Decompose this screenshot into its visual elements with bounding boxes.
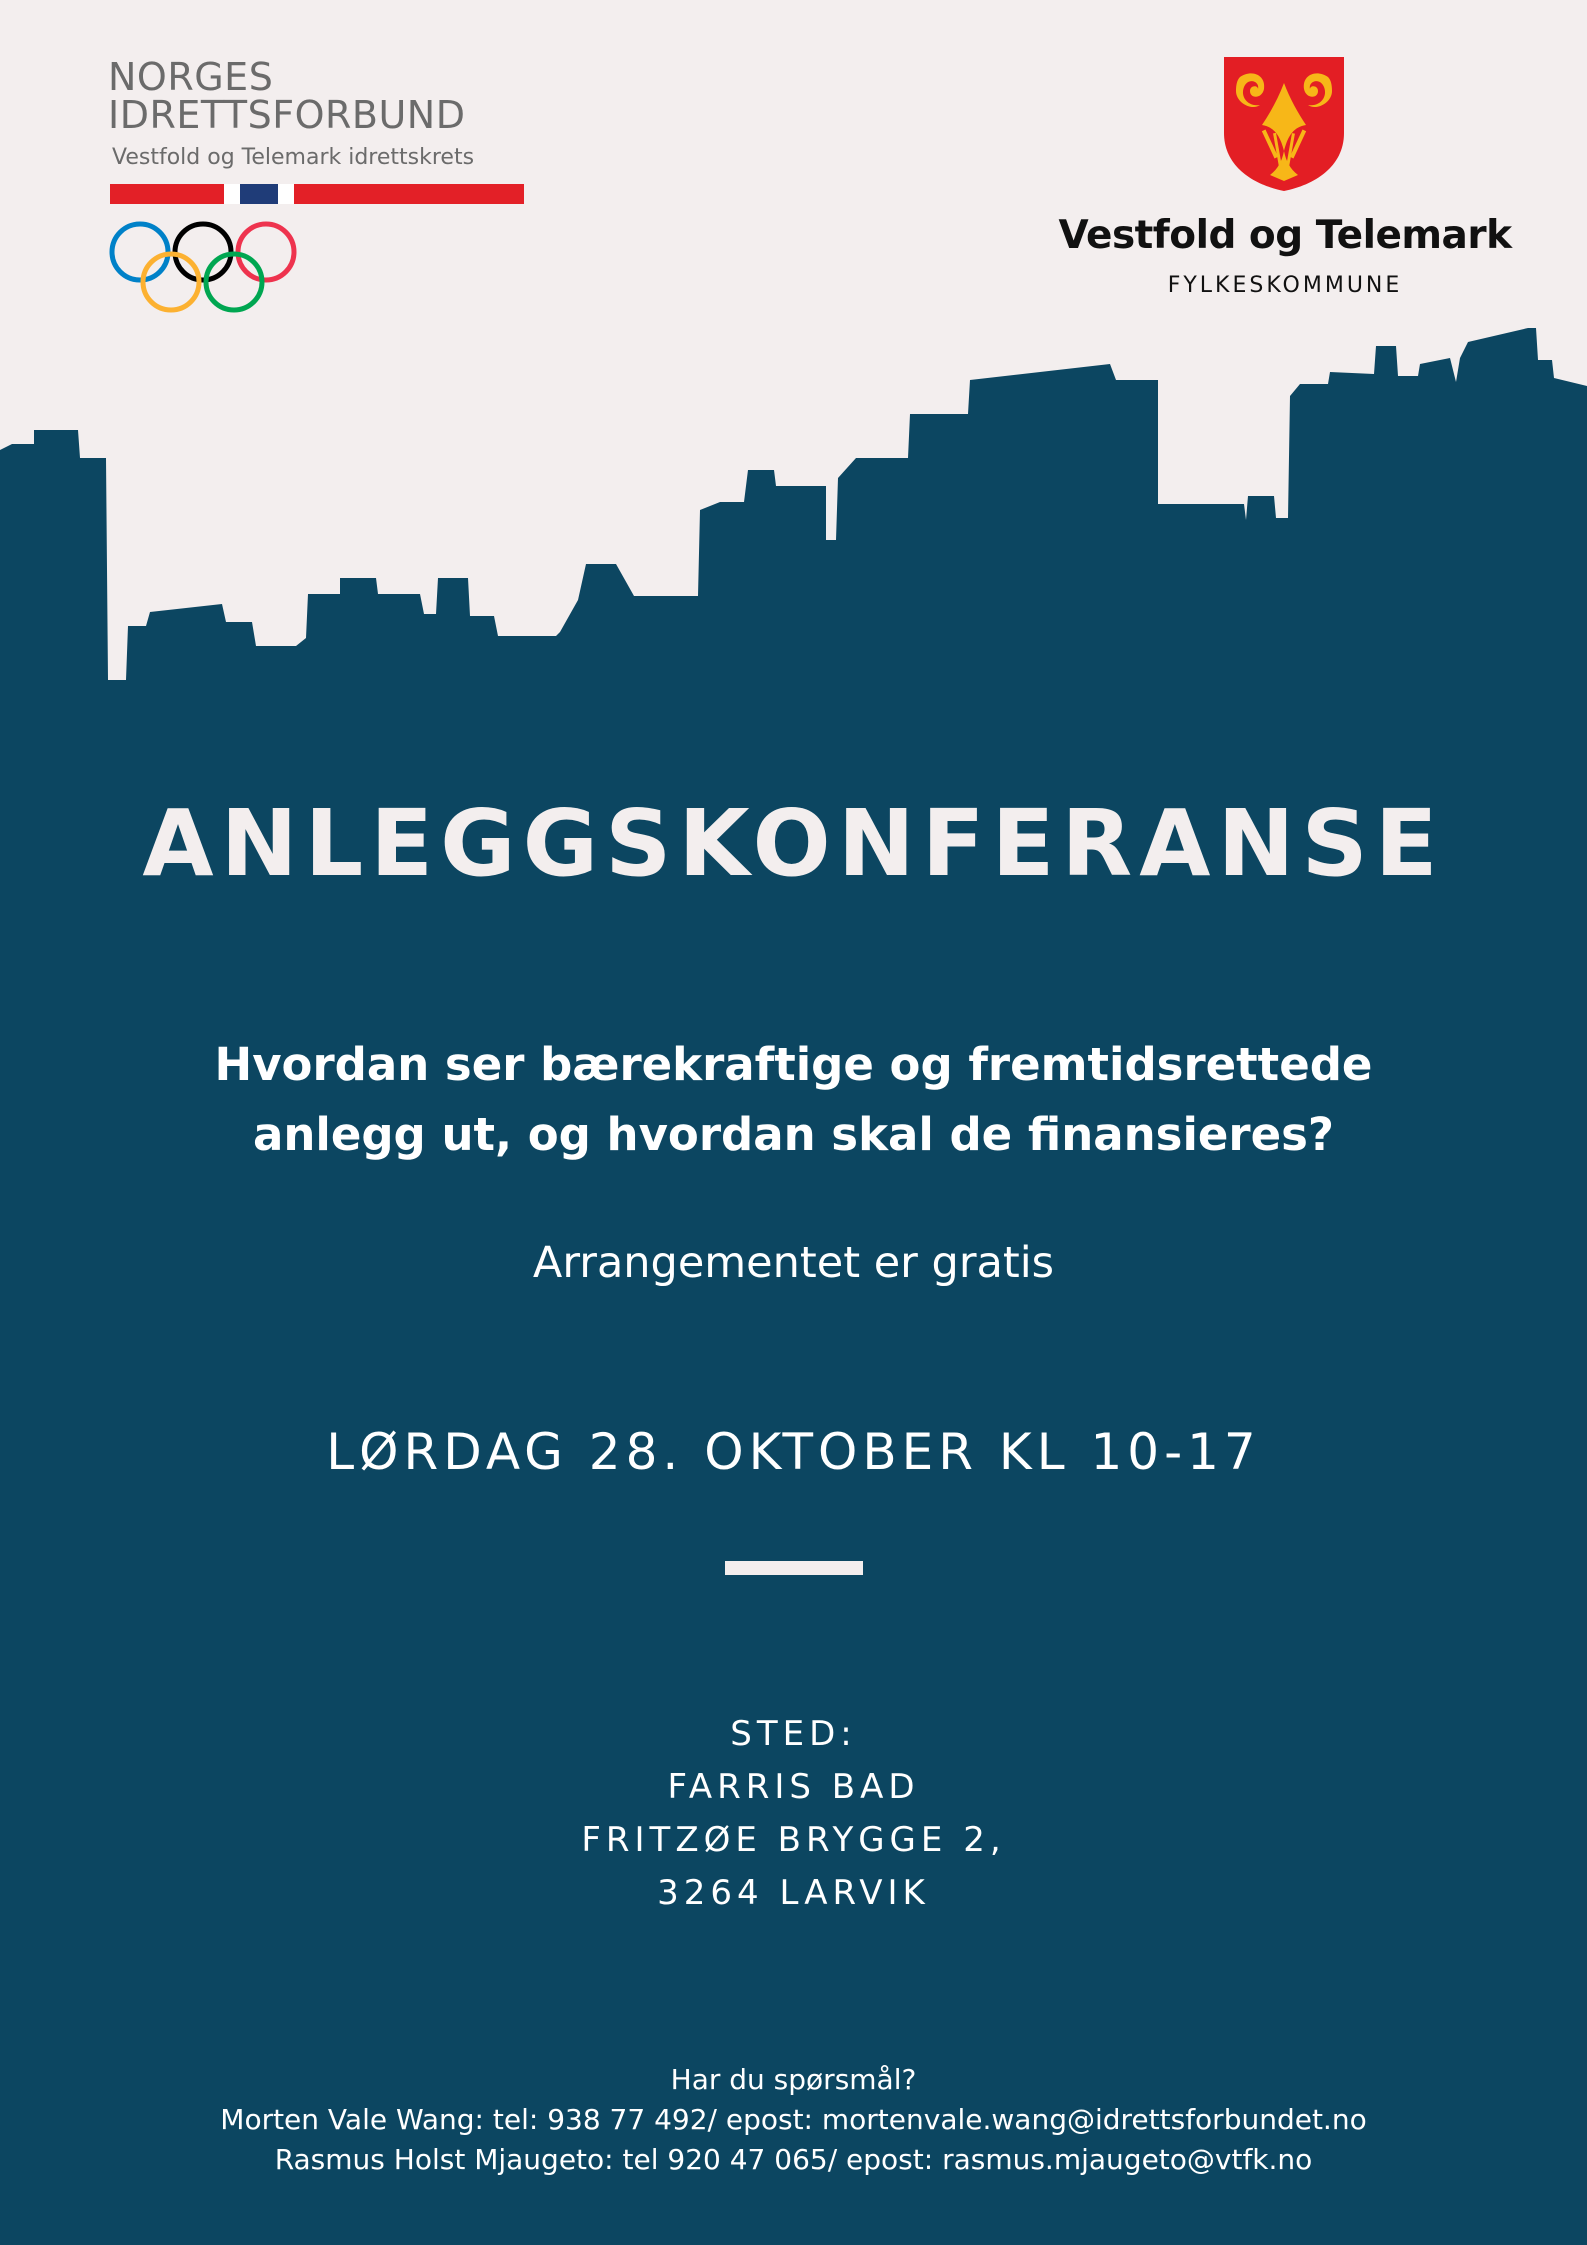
norwegian-flag-stripe-icon [110,184,524,204]
vestfold-telemark-logo [1050,55,1520,315]
contact-person-1: Morten Vale Wang: tel: 938 77 492/ epost: mortenvale.wang@idrettsforbundet.no [220,2103,1367,2136]
contact-block [0,2060,1587,2180]
county-name: Vestfold og Telemark [1058,213,1512,258]
venue-street: FRITZØE BRYGGE 2, [581,1820,1006,1860]
logo-text-idrettskrets: Vestfold og Telemark idrettskrets [112,145,475,170]
coat-of-arms-icon [1222,55,1346,193]
question-line-2: anlegg ut, og hvordan skal de finansieres? [253,1108,1334,1161]
logo-text-idrettsforbund: IDRETTSFORBUND [108,93,466,137]
event-date: LØRDAG 28. OKTOBER KL 10-17 [326,1423,1261,1481]
idrettsforbund-logo [108,55,528,318]
question-line-1: Hvordan ser bærekraftige og fremtidsrettede [214,1038,1373,1091]
contact-heading: Har du spørsmål? [670,2063,917,2096]
venue-city: 3264 LARVIK [657,1873,930,1913]
venue-block [0,1708,1587,1920]
olympic-rings-icon [108,220,298,315]
logo-text-norges: NORGES [108,55,274,99]
contact-person-2: Rasmus Holst Mjaugeto: tel 920 47 065/ epost: rasmus.mjaugeto@vtfk.no [274,2143,1313,2176]
county-subtitle: FYLKESKOMMUNE [1167,273,1403,298]
venue-name: FARRIS BAD [667,1767,920,1807]
divider-line [725,1561,863,1575]
venue-label: STED: [730,1714,857,1754]
conference-question [0,1030,1587,1170]
conference-title: ANLEGGSKONFERANSE [142,790,1445,897]
free-event-note: Arrangementet er gratis [532,1238,1055,1288]
